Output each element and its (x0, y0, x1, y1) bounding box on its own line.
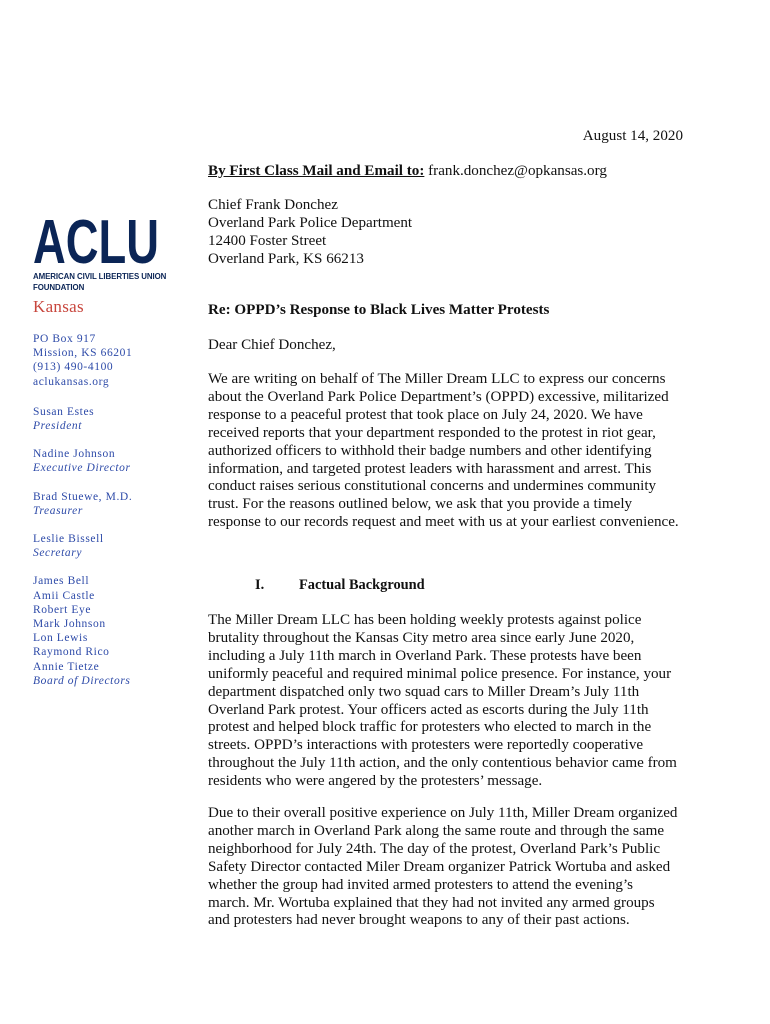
officer-name: Leslie Bissell (33, 533, 104, 546)
officer-title: Executive Director (33, 462, 131, 475)
aclu-logo (33, 216, 159, 266)
text-line: brutality throughout the Kansas City metro area since early June 2020, (208, 629, 635, 646)
text-line: whether the group had invited armed protesters to attend the evening’s (208, 876, 634, 893)
text-line: another march in Overland Park along the same route and through the same (208, 822, 665, 839)
paragraph-july-24 (208, 805, 683, 930)
paragraph-background (208, 612, 683, 791)
text-line: throughout the July 11th action, and the only contentious behavior came from (208, 755, 677, 772)
text-line: residents who were angered by the protesters’ message. (208, 773, 543, 790)
text-line: Overland Park protest. Your officers acted as escorts during the July 11th (208, 701, 649, 718)
logo-subtitle-line-2: FOUNDATION (33, 281, 85, 292)
delivery-label: By First Class Mail and Email to: (208, 163, 425, 179)
affiliate-address (33, 332, 183, 389)
text-line: about the Overland Park Police Department’s (OPPD) excessive, militarized (208, 388, 669, 405)
board-title: Board of Directors (33, 674, 131, 687)
text-line: conduct raises serious constitutional concerns and undermines community (208, 478, 657, 495)
recipient-line: Overland Park, KS 66213 (208, 250, 364, 267)
logo-subtitle-line-1: AMERICAN CIVIL LIBERTIES UNION (33, 271, 167, 281)
board-member: Mark Johnson (33, 618, 106, 631)
subject-line: Re: OPPD’s Response to Black Lives Matter Protests (208, 302, 550, 318)
address-phone: (913) 490-4100 (33, 361, 114, 374)
address-po-box: PO Box 917 (33, 333, 96, 345)
text-line: streets. OPPD’s interactions with protesters were reportedly cooperative (208, 737, 644, 754)
text-line: trust. For the reasons outlined below, we ask that you provide a timely (208, 496, 633, 513)
salutation: Dear Chief Donchez, (208, 337, 336, 353)
text-line: Safety Director contacted Miler Dream organizer Patrick Wortuba and asked (208, 858, 671, 875)
recipient-line: Chief Frank Donchez (208, 197, 338, 213)
text-line: response to a peaceful protest that took place on July 24, 2020. We have (208, 406, 643, 423)
text-line: Due to their overall positive experience on July 11th, Miller Dream organized (208, 805, 678, 821)
board-member: Annie Tietze (33, 660, 100, 673)
text-line: neighborhood for July 24th. The day of the protest, Overland Park’s Public (208, 840, 661, 857)
recipient-address (208, 197, 683, 269)
delivery-email[interactable]: frank.donchez@opkansas.org (428, 163, 607, 179)
address-city: Mission, KS 66201 (33, 347, 133, 360)
text-line: We are writing on behalf of The Miller Dream LLC to express our concerns (208, 371, 666, 387)
board-of-directors (33, 574, 183, 688)
aclu-logo-text: ACLU (33, 216, 159, 266)
text-line: march. Mr. Wortuba explained that they had not invited any armed groups (208, 894, 655, 911)
delivery-line (208, 163, 683, 181)
text-line: response to our records request and meet with us at your earliest convenience. (208, 514, 679, 531)
affiliate-state: Kansas (33, 297, 84, 316)
officer-title: Treasurer (33, 504, 83, 517)
section-title: Factual Background (299, 577, 425, 593)
text-line: The Miller Dream LLC has been holding weekly protests against police (208, 612, 642, 628)
officer-president (33, 405, 183, 433)
text-line: authorized officers to withhold their badge numbers and other identifying (208, 442, 652, 459)
officer-title: Secretary (33, 547, 83, 560)
sidebar (33, 216, 183, 688)
officer-secretary (33, 532, 183, 560)
text-line: and protesters had never brought weapons to any of their past actions. (208, 912, 630, 929)
text-line: received reports that your department responded to the protest in riot gear, (208, 424, 656, 441)
board-member: Robert Eye (33, 603, 92, 616)
board-member: James Bell (33, 575, 90, 588)
text-line: protest and helped block traffic for protesters who elected to march in the (208, 719, 652, 736)
board-member: Raymond Rico (33, 646, 110, 659)
paragraph-intro (208, 371, 683, 532)
section-number: I. (255, 577, 265, 593)
section-heading (208, 577, 683, 595)
letter-date: August 14, 2020 (582, 128, 683, 144)
text-line: information, and targeted protest leaders with harassment and arrest. This (208, 460, 652, 477)
officer-executive-director (33, 447, 183, 475)
address-website: aclukansas.org (33, 375, 110, 388)
recipient-line: Overland Park Police Department (208, 214, 413, 231)
text-line: including a July 11th march in Overland Park. These protests have been (208, 647, 642, 664)
officer-name: Brad Stuewe, M.D. (33, 490, 133, 503)
text-line: department dispatched only two squad cars to Miller Dream’s July 11th (208, 683, 640, 700)
board-member: Lon Lewis (33, 632, 88, 645)
officer-name: Nadine Johnson (33, 448, 116, 461)
officer-title: President (33, 420, 83, 433)
officer-name: Susan Estes (33, 405, 95, 418)
board-member: Amii Castle (33, 589, 95, 602)
logo-subtitle (33, 271, 171, 292)
recipient-line: 12400 Foster Street (208, 232, 327, 249)
text-line: uniformly peaceful and required minimal police presence. For instance, your (208, 665, 672, 682)
officer-treasurer (33, 490, 183, 518)
